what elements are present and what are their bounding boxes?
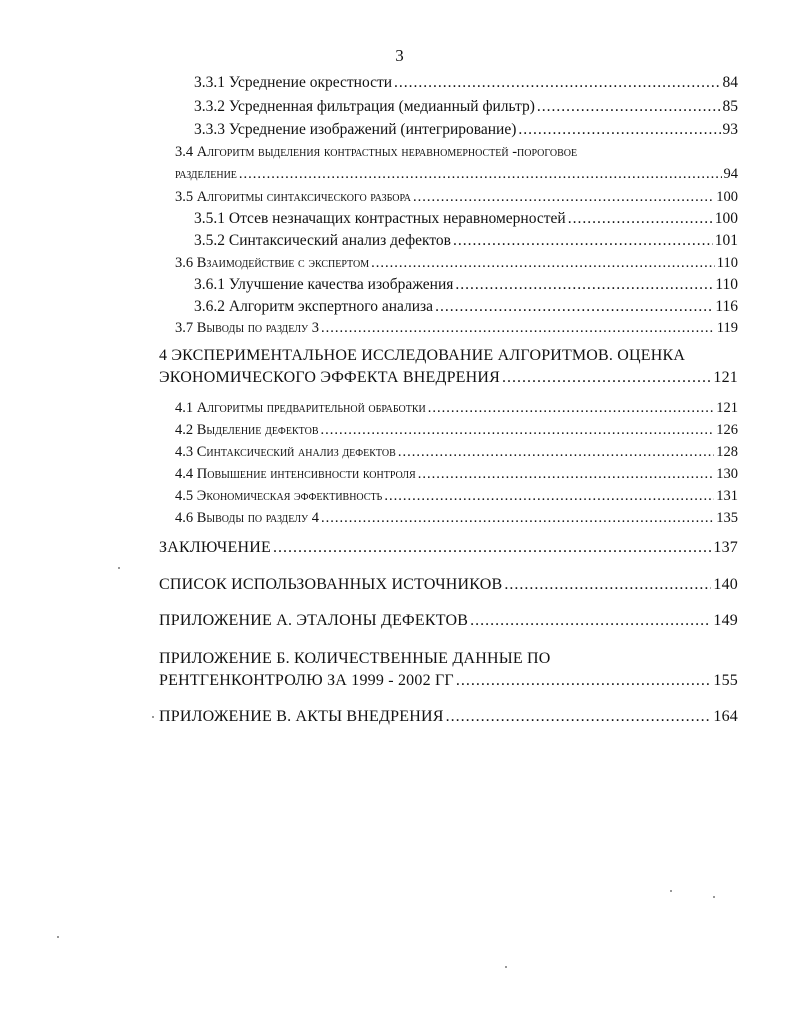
toc-entry-page: 131 bbox=[716, 488, 738, 504]
toc-entry-title: 3.3.3 Усреднение изображений (интегрирование) bbox=[194, 121, 517, 138]
leader-dots bbox=[537, 98, 721, 116]
toc-entry-page: 110 bbox=[716, 255, 738, 271]
toc-entry-page: 137 bbox=[713, 539, 738, 556]
leader-dots bbox=[394, 74, 720, 92]
toc-entry-title: СПИСОК ИСПОЛЬЗОВАННЫХ ИСТОЧНИКОВ bbox=[159, 576, 503, 593]
toc-entry-title: ПРИЛОЖЕНИЕ В. АКТЫ ВНЕДРЕНИЯ bbox=[159, 708, 444, 725]
toc-entry-title: 3.7 Выводы по разделу 3 bbox=[175, 320, 319, 336]
toc-entry[interactable] bbox=[194, 98, 738, 116]
toc-entry-title-line1[interactable]: 3.4 Алгоритм выделения контрастных неравномерностей -пороговое bbox=[175, 144, 578, 160]
toc-entry[interactable] bbox=[159, 612, 738, 630]
scan-speck bbox=[57, 936, 59, 938]
toc-entry-title: 4.4 Повышение интенсивности контроля bbox=[175, 466, 416, 482]
leader-dots bbox=[470, 612, 711, 630]
toc-entry-title: ЗАКЛЮЧЕНИЕ bbox=[159, 539, 271, 556]
toc-entry-page: 135 bbox=[716, 510, 738, 526]
toc-entry-page: 121 bbox=[716, 400, 738, 416]
leader-dots bbox=[321, 320, 715, 337]
leader-dots bbox=[518, 121, 720, 139]
toc-entry[interactable] bbox=[159, 672, 738, 690]
toc-entry[interactable] bbox=[194, 210, 738, 228]
toc-entry-page: 100 bbox=[714, 210, 738, 227]
toc-entry-page: 93 bbox=[722, 121, 738, 138]
toc-entry[interactable] bbox=[194, 232, 738, 250]
leader-dots bbox=[273, 539, 711, 557]
toc-entry-title: ПРИЛОЖЕНИЕ А. ЭТАЛОНЫ ДЕФЕКТОВ bbox=[159, 612, 469, 629]
scan-speck bbox=[713, 896, 715, 898]
toc-entry-title-line1[interactable]: ПРИЛОЖЕНИЕ Б. КОЛИЧЕСТВЕННЫЕ ДАННЫЕ ПО bbox=[159, 650, 551, 667]
toc-entry-title: 3.3.1 Усреднение окрестности bbox=[194, 74, 393, 91]
toc-entry-page: 128 bbox=[716, 444, 738, 460]
toc-entry-page: 116 bbox=[715, 298, 738, 315]
leader-dots bbox=[504, 576, 711, 594]
toc-entry[interactable] bbox=[175, 444, 738, 461]
toc-entry-title: 3.6.1 Улучшение качества изображения bbox=[194, 276, 454, 293]
toc-entry-title: 4.3 Синтаксический анализ дефектов bbox=[175, 444, 396, 460]
toc-entry-title: 4.6 Выводы по разделу 4 bbox=[175, 510, 319, 526]
toc-entry[interactable] bbox=[175, 466, 738, 483]
toc-entry[interactable] bbox=[159, 576, 738, 594]
leader-dots bbox=[455, 276, 713, 294]
toc-entry-title: ЭКОНОМИЧЕСКОГО ЭФФЕКТА ВНЕДРЕНИЯ bbox=[159, 369, 501, 386]
toc-entry-page: 100 bbox=[716, 189, 738, 205]
leader-dots bbox=[428, 400, 714, 417]
leader-dots bbox=[502, 369, 711, 387]
toc-entry[interactable] bbox=[175, 422, 738, 439]
toc-entry[interactable] bbox=[175, 189, 738, 206]
leader-dots bbox=[384, 488, 714, 505]
leader-dots bbox=[568, 210, 713, 228]
toc-entry[interactable] bbox=[175, 320, 738, 337]
leader-dots bbox=[239, 166, 722, 183]
page-number: 3 bbox=[395, 46, 404, 65]
toc-entry-title: 3.5.2 Синтаксический анализ дефектов bbox=[194, 232, 451, 249]
toc-entry-title: 4.5 Экономическая эффективность bbox=[175, 488, 383, 504]
scan-speck bbox=[670, 890, 672, 892]
toc-entry-page: 121 bbox=[713, 369, 738, 386]
toc-entry-page: 155 bbox=[713, 672, 738, 689]
leader-dots bbox=[456, 672, 712, 690]
toc-entry-page: 101 bbox=[714, 232, 738, 249]
toc-entry[interactable] bbox=[175, 488, 738, 505]
toc-entry-title: 3.5 Алгоритмы синтаксического разбора bbox=[175, 189, 411, 205]
toc-entry[interactable] bbox=[175, 400, 738, 417]
scan-speck bbox=[118, 567, 120, 569]
toc-entry-title: 4.1 Алгоритмы предварительной обработки bbox=[175, 400, 426, 416]
leader-dots bbox=[398, 444, 714, 461]
toc-entry[interactable] bbox=[159, 708, 738, 726]
toc-entry-title-line1[interactable]: 4 ЭКСПЕРИМЕНТАЛЬНОЕ ИССЛЕДОВАНИЕ АЛГОРИТМОВ. ОЦЕНКА bbox=[159, 347, 686, 364]
leader-dots bbox=[413, 189, 714, 206]
toc-entry[interactable] bbox=[159, 539, 738, 557]
toc-entry-page: 140 bbox=[713, 576, 738, 593]
toc-entry[interactable] bbox=[194, 121, 738, 139]
toc-entry-page: 126 bbox=[716, 422, 738, 438]
scan-speck bbox=[505, 966, 507, 968]
toc-entry-title: 3.5.1 Отсев незначащих контрастных неравномерностей bbox=[194, 210, 566, 227]
toc-entry-page: 164 bbox=[713, 708, 738, 725]
leader-dots bbox=[321, 510, 714, 527]
toc-entry-title: 3.6 Взаимодействие с экспертом bbox=[175, 255, 370, 271]
scan-speck bbox=[152, 716, 154, 718]
toc-entry-title: РЕНТГЕНКОНТРОЛЮ ЗА 1999 - 2002 ГГ bbox=[159, 672, 454, 689]
toc-entry-page: 84 bbox=[722, 74, 738, 91]
toc-entry-page: 149 bbox=[713, 612, 738, 629]
toc-entry[interactable] bbox=[159, 369, 738, 387]
toc-entry-title: 3.6.2 Алгоритм экспертного анализа bbox=[194, 298, 434, 315]
toc-entry-page: 110 bbox=[715, 276, 738, 293]
toc-entry[interactable] bbox=[175, 510, 738, 527]
leader-dots bbox=[453, 232, 713, 250]
leader-dots bbox=[418, 466, 715, 483]
toc-entry[interactable] bbox=[175, 255, 738, 272]
leader-dots bbox=[320, 422, 714, 439]
toc-entry-page: 85 bbox=[722, 98, 738, 115]
toc-entry-title: разделение bbox=[175, 166, 237, 182]
toc-entry-title: 4.2 Выделение дефектов bbox=[175, 422, 319, 438]
leader-dots bbox=[446, 708, 712, 726]
leader-dots bbox=[371, 255, 715, 272]
toc-entry-page: 94 bbox=[723, 166, 738, 182]
toc-entry-title: 3.3.2 Усредненная фильтрация (медианный фильтр) bbox=[194, 98, 535, 115]
toc-entry[interactable] bbox=[194, 298, 738, 316]
leader-dots bbox=[435, 298, 713, 316]
toc-entry[interactable] bbox=[194, 74, 738, 92]
toc-entry-page: 130 bbox=[716, 466, 738, 482]
toc-entry-page: 119 bbox=[716, 320, 738, 336]
toc-entry[interactable] bbox=[175, 166, 738, 183]
toc-entry[interactable] bbox=[194, 276, 738, 294]
